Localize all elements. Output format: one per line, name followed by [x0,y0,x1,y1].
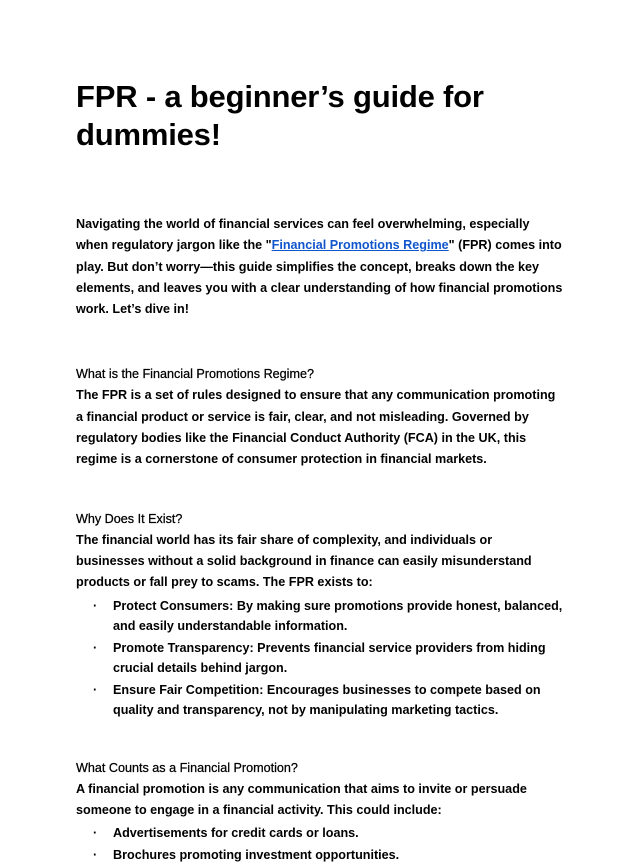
section-what-counts [76,758,564,865]
list-item-text: Ensure Fair Competition: Encourages businesses to compete based on quality and transparency, not by manipulating marketing tactics. [113,682,541,717]
intro-paragraph [76,214,564,320]
list-item [76,823,564,843]
intro-text-before-link: Navigating the world of financial services can feel overwhelming, especially when regulatory jargon like the " [76,217,530,253]
list-item [76,680,564,720]
bullet-dot-icon: · [93,640,98,655]
list-item [76,596,564,636]
list-item [76,638,564,678]
page-title: FPR - a beginner’s guide for dummies! [76,79,484,152]
section-body: The financial world has its fair share of complexity, and individuals or businesses without a solid background in finance can easily misunderstand products or fall prey to scams. The FPR exists to: [76,532,532,590]
section-heading: Why Does It Exist? [76,511,183,526]
bullet-list [76,823,564,865]
bullet-dot-icon: · [93,682,98,697]
bullet-dot-icon: · [93,598,98,613]
section-why-exist [76,509,564,720]
bullet-dot-icon: · [93,826,98,841]
list-item [76,845,564,865]
list-item-text: Brochures promoting investment opportunities. [113,848,400,863]
financial-promotions-regime-link[interactable]: Financial Promotions Regime [271,238,449,253]
section-heading: What Counts as a Financial Promotion? [76,760,298,775]
section-what-is-fpr [76,364,564,470]
bullet-dot-icon: · [93,848,98,863]
list-item-text: Promote Transparency: Prevents financial service providers from hiding crucial details behind jargon. [113,640,546,675]
list-item-text: Advertisements for credit cards or loans. [113,826,359,841]
section-body: The FPR is a set of rules designed to ensure that any communication promoting a financial product or service is fair, clear, and not misleading. Governed by regulatory bodies like the Financial Conduct Authority (FCA) in the UK, this regime is a cornerstone of consumer protection in financial markets. [76,388,556,467]
intro-text-after-link: " (FPR) comes into play. But don’t worry—this guide simplifies the concept, breaks down the key elements, and leaves you with a clear understanding of how financial promotions work. Let’s dive in! [76,238,563,317]
section-heading: What is the Financial Promotions Regime? [76,367,314,382]
bullet-list [76,596,564,720]
list-item-text: Protect Consumers: By making sure promotions provide honest, balanced, and easily understandable information. [113,598,563,633]
section-body: A financial promotion is any communication that aims to invite or persuade someone to engage in a financial activity. This could include: [76,781,527,817]
